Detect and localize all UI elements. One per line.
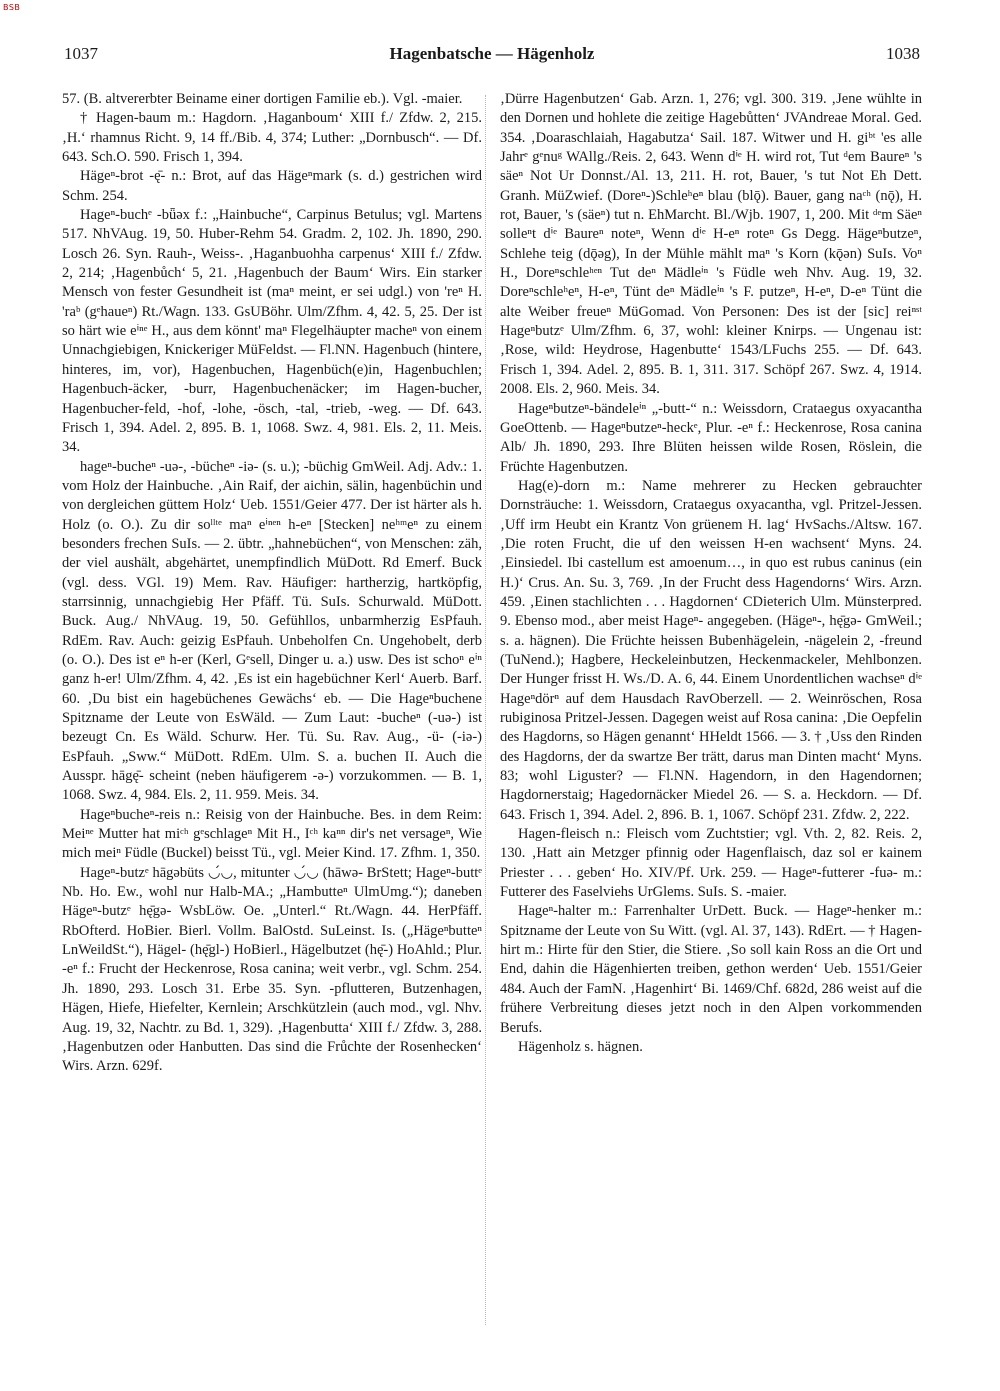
entry-haegen-brot: Hägeⁿ-brot -ę̄- n.: Brot, auf das Hägeⁿmark (s. d.) gestrichen wird Schm. 254. [62,168,482,204]
entry-continuation: 57. (B. altvererbter Beiname einer dortigen Familie eb.). Vgl. -maier. [62,91,463,107]
entry-hag-dorn: Hag(e)-dorn m.: Name mehrerer zu Hecken gebrauchter Dornsträuche: 1. Weissdorn, Crataegus oxyacantha, vgl. Pritzel-Jessen. ‚Uff irm Heubt ein Krantz Von grüenem H. lag‘ HvSachs./Altsw. 167. ‚Die roten Frucht, die uf den weissen H-en wachsent‘ Myns. 24. ‚Einsiedel. Ibi castellum est amoenum…, in quo est rubus caninus (ein H.)‘ Crus. An. Su. 3, 769. ‚In der Frucht dess Hagendorns‘ Wirs. Arzn. 459. ‚Einen stachlichten . . . Hagdornen‘ CDieterich Ulm. Münsterpred. 9. Ebenso mod., aber meist Hageⁿ- angegeben. (Hägeⁿ-, hę̄gə- GmWeil.; s. a. hägnen). Die Früchte heissen Bubenhägelein, -nägelein 2, -freund (TuNend.); Hagbere, Heckeleinbutzen, Heckenmackeler, Mehlbonzen. Der Hunger frisst H. Ws./D. A. 6, 44. Einem Unordentlichen wachseⁿ dⁱᵉ Hageⁿdörⁿ auf dem Hausdach RavOberzell. — 2. Weinröschen, Rosa rubiginosa Pritzel-Jessen. Dagegen weist auf Rosa canina: ‚Die Oepfelin des Hagdorns, so Hägen genannt‘ HHeldt 1566. — 3. † ‚Uss den Rinden des Hagdorns, der da swartze Ber trätt, darus man Dinten macht‘ Myns. 83; wohl Liguster? — Fl.NN. Hagendorn, in den Hagendornen; Hagdornerstaig; Hagedornäcker Miedel 26. — S. a. Heckdorn. — Df. 643. Frisch 1, 394. Adel. 2, 896. B. 1, 1067. Schöpf 231. Zfdw. 2, 222. [500,477,922,823]
column-divider [485,95,486,1325]
left-page-number: 1037 [64,44,98,63]
entry-hagen-fleisch: Hagen-fleisch n.: Fleisch vom Zuchtstier; vgl. Vth. 2, 82. Reis. 2, 130. ‚Hatt ain Metzger pfinnig oder Hagenflaisch, daz sol er kainem Priester . . . geben‘ Ho. XIV/Pf. Urk. 259. — Hageⁿ-futterer -fuə- m.: Futterer des Faselviehs UrGlems. SuIs. S. -maier. [500,826,922,901]
right-page-number: 1038 [886,44,920,63]
page-header [64,44,920,72]
entry-haegenholz: Hägenholz s. hägnen. [518,1038,643,1055]
entry-hagenbuchen-reis: Hageⁿbucheⁿ-reis n.: Reisig von der Hainbuche. Bes. in dem Reim: Meiⁿᵉ Mutter hat miᶜʰ gᵉschlageⁿ Mit H., Iᶜʰ kaⁿⁿ dir's net versageⁿ, Wie mich meiⁿ Füdle (Buckel) beisst Tü., vgl. Meier Kind. 17. Zfhm. 1, 350. [62,806,482,862]
running-title: Hagenbatsche — Hägenholz [389,44,595,63]
entry-hagenbutzen-baendelein: Hageⁿbutzeⁿ-bändeleⁱⁿ „-butt-“ n.: Weissdorn, Crataegus oxyacantha GoeOttenb. — Hageⁿbutzeⁿ-heckᵉ, Plur. -eⁿ f.: Heckenrose, Rosa canina Alb/ Jh. 1890, 293. Ihre Blüten heissen wilde Rosen, Röslein, die Früchte Hagenbutzen. [500,400,922,475]
right-column [500,90,922,1360]
entry-hagen-butze-continued: ‚Dürre Hagenbutzen‘ Gab. Arzn. 1, 276; vgl. 300. 319. ‚Jene wühlte in den Dornen und hohlete die zeitige Hagebůtten‘ JVAndreae Moral. Ged. 354. ‚Doaraschlaiah, Hagabutza‘ Sail. 187. Witwer und H. giᵇᵗ 'es alle Jahrᵉ gᵉnuᵍ WAllg./Reis. 2, 643. Wenn dⁱᵉ H. wird rot, Tut ᵈem Baureⁿ 's säeⁿ Not Ur Donnst./Al. 13, 211. H. rot, Bauer, 's tut Not Eh Dett. Granh. MüZwief. (Doreⁿ-)Schleʰeⁿ blau (blǭ). Bauer, gang naᶜʰ (nǭ), H. rot, Bauer, 's (säeⁿ) tut n. EhMarcht. Bl./Wjb. 1907, 1, 200. Mit ᵈᵉm Säeⁿ solleⁿt dⁱᵉ Baureⁿ noteⁿ, Wenn dⁱᵉ H-eⁿ roteⁿ Gs Degg. Hägeⁿbutzeⁿ, Schlehe teig (dǭəg), In der Mühle mählt maⁿ 's Korn (kǭən) SuIs. Voⁿ H., Doreⁿschleʰᵉⁿ Tut deⁿ Mädleⁱⁿ 's Füdle weh Nhv. Aug. 19, 32. Doreⁿschleʰeⁿ, H-eⁿ, Tünt deⁿ Mädleⁱⁿ 's F. putzeⁿ, H-eⁿ, D-eⁿ Tünt die alte Weiber freueⁿ MüGomad. Von Personen: Des ist der [sic] reiⁿˢᵗ Hageⁿbutzᵉ Ulm/Zfhm. 6, 37, wohl: kleiner Knirps. — Ungenau ist: ‚Rose, wild: Heydrose, Hagenbutte‘ 1543/LFuchs 255. — Df. 643. Frisch 1, 394. Adel. 2, 895. B. 1, 311. 317. Schöpf 267. Swz. 4, 1914. 2008. Els. 2, 960. Meis. 34. [500,91,922,398]
entry-hagen-buche: Hageⁿ-buchᵉ -bǖəx f.: „Hainbuche“, Carpinus Betulus; vgl. Martens 517. NhVAug. 19, 50. Huber-Rehm 54. Gradm. 2, 102. Jh. 1890, 290. Losch 26. Syn. Rauh-, Weiss-. ‚Haganbuohha carpenus‘ XIII f./ Zfdw. 2, 214; ‚Hagenbůch‘ 5, 21. ‚Hagenbuch der Baum‘ Wirs. Ein starker Mensch von fester Gesundheit ist (maⁿ meint, er sei udgl.) von 'reⁿ H. 'raᵇ (gᵉhaueⁿ) Rt./Wagn. 133. GsUBöhr. Ulm/Zfhm. 4, 42. 5, 25. Der ist so härt wie eⁱⁿᵉ H., aus dem könnt' maⁿ Flegelhäupter macheⁿ von einem Unnachgiebigen, Knickeriger MüFeldst. — Fl.NN. Hagenbuch (hintere, hinteres, im, vor), Hagenbuchen, Hagenbüch(e)in, Hagenbuchlen; Hagenbuch-äcker, -burr, Hagenbuchenäcker; im Hagen-bucher, Hagenbucher-feld, -hof, -lohe, -ösch, -tal, -trieb, -weg. — Df. 643. Frisch 1, 394. Adel. 2, 895. B. 1, 1068. Swz. 4, 981. Els. 2, 11. Meis. 34. [62,207,482,456]
entry-hagen-butze: Hageⁿ-butzᵉ hāgəbüts ◡́◡, mitunter ◡́◡ (hāwə- BrStett; Hageⁿ-buttᵉ Nb. Ho. Ew., wohl nur Halb-MA.; „Hambutteⁿ UlmUmg.“); daneben Hägeⁿ-butzᵉ hę̄gə- WsbLöw. Oe. „Unterl.“ Rt./Wagn. 44. HerPfäff. RbOfterd. HoBier. Bierl. Vollm. BalOstd. SuLeinst. Is. („Hägeⁿbutteⁿ LnWeildSt.“), Hägel- (hę̄gl-) HoBierl., Hägelbutzet (hę̄-) HoAhld.; Plur. -eⁿ f.: Frucht der Heckenrose, Rosa canina; weit verbr., vgl. Schm. 254. Jh. 1890, 293. Losch 31. Erbe 35. Syn. -pflutteren, Butzenhagen, Hägen, Hiefe, Hiefelter, Kernlein; Arschkützlein (auch mod., vgl. Nhv. Aug. 19, 32, Nachtr. zu Bd. 1, 329). ‚Hagenbutta‘ XIII f./ Zfdw. 3, 288. ‚Hagenbutzen oder Hanbutten. Das sind die Frůchte der Rosenhecken‘ Wirs. Arzn. 629f. [62,864,482,1075]
entry-hagen-halter: Hageⁿ-halter m.: Farrenhalter UrDett. Buck. — Hageⁿ-henker m.: Spitzname der Leute von Su Witt. (vgl. Al. 37, 143). RdErt. — † Hagen-hirt m.: Hirte für den Stier, die Stiere. ‚So soll kain Ross an die Ort und End, dahin die Hägenhierten treiben, gethon werden‘ Ueb. 1551/Geier 484. Auch der FamN. ‚Hagenhirt‘ Bi. 1469/Chf. 682d, 286 weist auf die frühere Verbreitung dieses jetzt noch in den Alpen vorkommenden Berufs. [500,903,922,1036]
entry-hagen-baum: † Hagen-baum m.: Hagdorn. ‚Haganboum‘ XIII f./ Zfdw. 2, 215. ‚H.‘ rhamnus Richt. 9, 14 ff./Bib. 4, 374; Luther: „Dornbusch“. — Df. 643. Sch.O. 590. Frisch 1, 394. [62,110,482,166]
left-column [62,90,482,1360]
library-stamp: BSB [3,3,21,12]
entry-hagen-buchen-adj: hageⁿ-bucheⁿ -uə-, -bücheⁿ -iə- (s. u.); -büchig GmWeil. Adj. Adv.: 1. vom Holz der Hainbuche. ‚Ain Raif, der aichin, sälin, hagenbüchin und von dergleichen güttem Holz‘ Ueb. 1551/Geier 477. Der ist härter als h. Holz (o. O.). Zu dir soˡˡᵗᵉ maⁿ eⁱⁿᵉⁿ h-eⁿ [Stecken] neʰᵐeⁿ zu einem besonders frechen SuIs. — 2. übtr. „hahnebüchen“, von Menschen: zäh, der viel aushält, abgehärtet, unempfindlich MüDott. Rd Emerf. Buck (vgl. dess. VGl. 19) Mem. Rav. Häufiger: hartherzig, hartköpfig, starrsinnig, unnachgiebig Her Pfäff. Tü. SuIs. Schurwald. MüDott. Buck. Aug./ NhVAug. 19, 50. Gefühllos, unbarmherzig EsPfauh. RdEm. Rav. Auch: geizig EsPfauh. Unbeholfen Cn. Ungehobelt, derb (o. O.). Des ist eⁿ h-er (Kerl, Gᵉsell, Dinger u. a.) usw. Des ist schoⁿ eⁱⁿ ganz h-er! Ulm/Zfhm. 4, 42. ‚Es ist ein hagebüchner Kerl‘ Auerb. Barf. 60. ‚Du bist ein hagebüchenes Gewächs‘ eb. — Die Hageⁿbuchene Spitzname der Leute von EsWäld. — Zum Laut: -bucheⁿ (-uə-) ist bezeugt Cn. Es Wäld. Schurw. Her. Tü. Su. Rav. Aug., -ü- (-iə-) EsPfauh. „Sww.“ MüDott. RdEm. Ulm. S. a. buchen II. Auch die Ausspr. hāgę̄- scheint (neben häufigerem -ə-) vorzukommen. — B. 1, 1068. Swz. 4, 984. Els. 2, 11. 959. Meis. 34. [62,458,482,804]
